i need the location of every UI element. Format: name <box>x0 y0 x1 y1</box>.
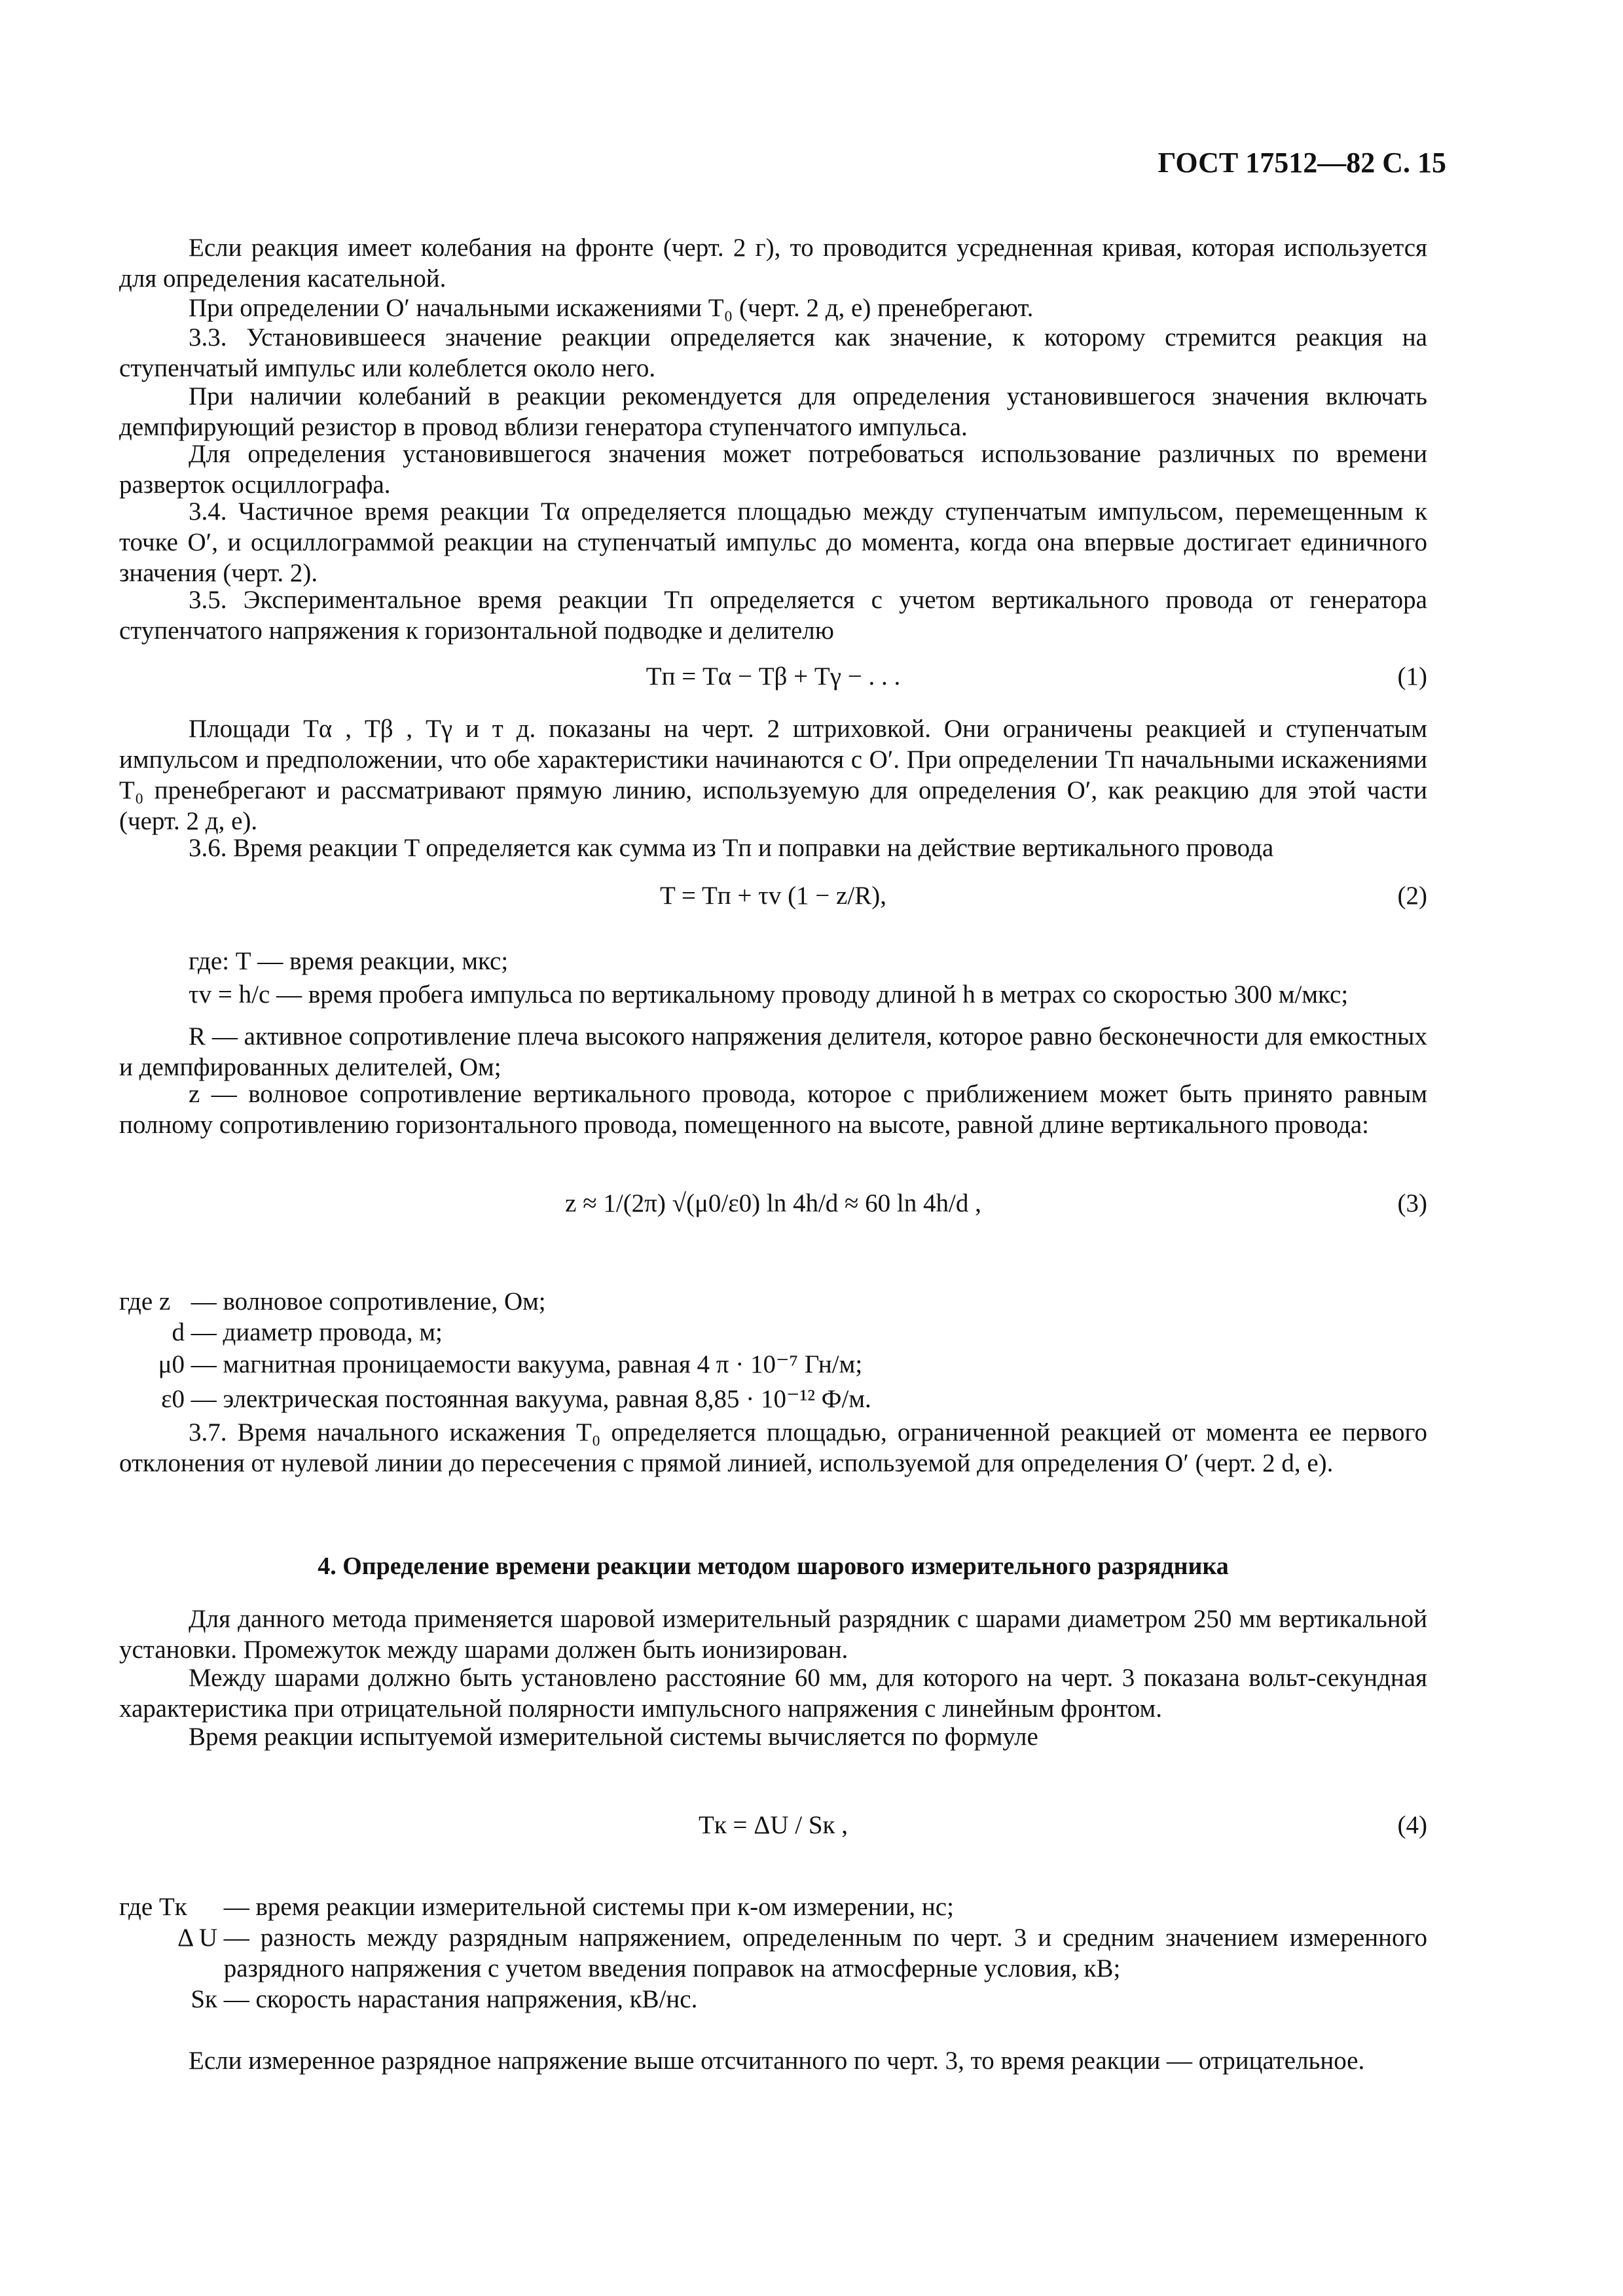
equation-3-formula: z ≈ 1/(2π) √(μ0/ε0) ln 4h/d ≈ 60 ln 4h/d , <box>565 1189 981 1217</box>
where-eq2-row-2 <box>189 979 1427 1010</box>
where-definition: — время реакции измерительной системы при к-ом измерении, нс; <box>223 1893 954 1921</box>
paragraph-p1: Если реакция имеет колебания на фронте (черт. 2 г), то проводится усредненная кривая, которая используется для определения касательной. <box>119 234 1427 293</box>
where-symbol: τv = h/c <box>189 980 270 1009</box>
where-eq4-row-3 <box>119 1984 1427 2015</box>
where-list-eq4 <box>119 1892 1427 2015</box>
equation-3 <box>119 1188 1427 1227</box>
paragraph-p4: При наличии колебаний в реакции рекомендуется для определения установившегося значения включать демпфирующий резистор в провод вблизи генератора ступенчатого импульса. <box>119 382 1427 441</box>
where-eq2-r-text <box>119 1021 1427 1083</box>
where-eq3-row-3 <box>119 1349 1427 1380</box>
where-eq3-row-1 <box>119 1286 1427 1317</box>
where-symbol: ε0 <box>161 1385 185 1413</box>
paragraph-p8: Площади Tα , Tβ , Tγ и т д. показаны на черт. 2 штриховкой. Они ограничены реакцией и ступенчатым импульсом и предположении, что обе характеристики начинаются с O′. При определении Tп начальными искажениями T₀ пренебрегают и рассматривают прямую линию, используемую для определения O′, как реакцию для этой части (черт. 2 д, е). <box>119 715 1427 835</box>
equation-4-formula: Tк = ΔU / Sк , <box>699 1811 848 1839</box>
paragraph-p15: Если измеренное разрядное напряжение выше отсчитанного по черт. 3, то время реакции — отрицательное. <box>189 2047 1365 2075</box>
paragraph-p2: При определении O′ начальными искажениями T₀ (черт. 2 д, е) пренебрегают. <box>189 294 1034 322</box>
where-list-eq2 <box>189 946 1427 1010</box>
where-definition: — магнитная проницаемости вакуума, равная 4 π · 10⁻⁷ Гн/м; <box>191 1350 863 1378</box>
equation-4-number: (4) <box>1397 1811 1427 1839</box>
where-definition: — диаметр провода, м; <box>191 1318 443 1346</box>
where-symbol: где Tк <box>119 1893 187 1921</box>
where-eq4-row-1 <box>119 1892 1427 1922</box>
paragraph-p3: 3.3. Установившееся значение реакции определяется как значение, к которому стремится реакция на ступенчатый импульс или колеблется около него. <box>119 323 1427 382</box>
where-definition: — время пробега импульса по вертикальному проводу длиной h в метрах со скоростью 300 м/мкс; <box>276 980 1349 1009</box>
paragraph-p12: Для данного метода применяется шаровой измерительный разрядник с шарами диаметром 250 мм вертикальной установки. Промежуток между шарами должен быть ионизирован. <box>119 1605 1427 1664</box>
where-symbol: Δ U <box>177 1924 217 1952</box>
where-definition: — разность между разрядным напряжением, определенным по черт. 3 и средним значением измеренного разрядного напряжения с учетом введения поправок на атмосферные условия, кВ; <box>223 1924 1427 1982</box>
paragraph-p11: 3.7. Время начального искажения T₀ определяется площадью, ограниченной реакцией от момента ее первого отклонения от нулевой линии до пересечения с прямой линией, используемой для определения O′ (черт. 2 d, e). <box>119 1418 1427 1477</box>
paragraph-p13: Между шарами должно быть установлено расстояние 60 мм, для которого на черт. 3 показана вольт-секундная характеристика при отрицательной полярности импульсного напряжения с линейным фронтом. <box>119 1664 1427 1723</box>
where-definition: — скорость нарастания напряжения, кВ/нс. <box>223 1985 698 2013</box>
paragraph-p7: 3.5. Экспериментальное время реакции Tп определяется с учетом вертикального провода от генератора ступенчатого напряжения к горизонтальной подводке и делителю <box>119 586 1427 645</box>
page-header: ГОСТ 17512—82 С. 15 <box>1158 147 1446 179</box>
equation-2-formula: T = Tп + τv (1 − z/R), <box>660 882 886 910</box>
equation-4 <box>119 1810 1427 1849</box>
equation-2 <box>119 880 1427 920</box>
paragraph-p5: Для определения установившегося значения может потребоваться использование различных по времени разверток осциллографа. <box>119 440 1427 499</box>
where-symbol: d <box>172 1318 185 1346</box>
where-symbol: где z <box>119 1287 171 1316</box>
where-symbol: μ0 <box>158 1350 185 1378</box>
where-eq3-row-2 <box>119 1317 1427 1348</box>
paragraph-p6: 3.4. Частичное время реакции Tα определяется площадью между ступенчатым импульсом, перемещенным к точке O′, и осциллограммой реакции на ступенчатый импульс до момента, когда она впервые достигает единичного значения (черт. 2). <box>119 497 1427 587</box>
section-4-title: 4. Определение времени реакции методом шарового измерительного разрядника <box>318 1552 1229 1580</box>
where-list-eq3 <box>119 1286 1427 1414</box>
paragraph-p10: z — волновое сопротивление вертикального провода, которое с приближением может быть принято равным полному сопротивлению горизонтального провода, помещенного на высоте, равной длине вертикального провода: <box>119 1080 1427 1139</box>
where-symbol: где: T <box>189 947 251 975</box>
paragraph-p14: Время реакции испытуемой измерительной системы вычисляется по формуле <box>189 1723 1038 1751</box>
paragraph-p9: 3.6. Время реакции T определяется как сумма из Tп и поправки на действие вертикального провода <box>189 834 1274 862</box>
where-symbol: R <box>189 1022 206 1050</box>
where-eq3-row-4 <box>119 1384 1427 1414</box>
equation-1 <box>119 661 1427 700</box>
where-definition: — волновое сопротивление, Ом; <box>191 1287 546 1316</box>
where-eq2-row-1 <box>189 946 1427 977</box>
where-definition: — время реакции, мкс; <box>257 947 509 975</box>
where-definition: — электрическая постоянная вакуума, равная 8,85 · 10⁻¹² Ф/м. <box>191 1385 871 1413</box>
equation-1-formula: Tп = Tα − Tβ + Tγ − . . . <box>646 662 901 691</box>
where-definition: — активное сопротивление плеча высокого напряжения делителя, которое равно бесконечности для емкостных и демпфированных делителей, Ом; <box>119 1022 1428 1081</box>
where-symbol: Sк <box>191 1985 217 2013</box>
equation-3-number: (3) <box>1397 1189 1427 1217</box>
where-eq4-row-2 <box>119 1922 1427 1984</box>
equation-1-number: (1) <box>1397 662 1427 691</box>
equation-2-number: (2) <box>1397 882 1427 910</box>
